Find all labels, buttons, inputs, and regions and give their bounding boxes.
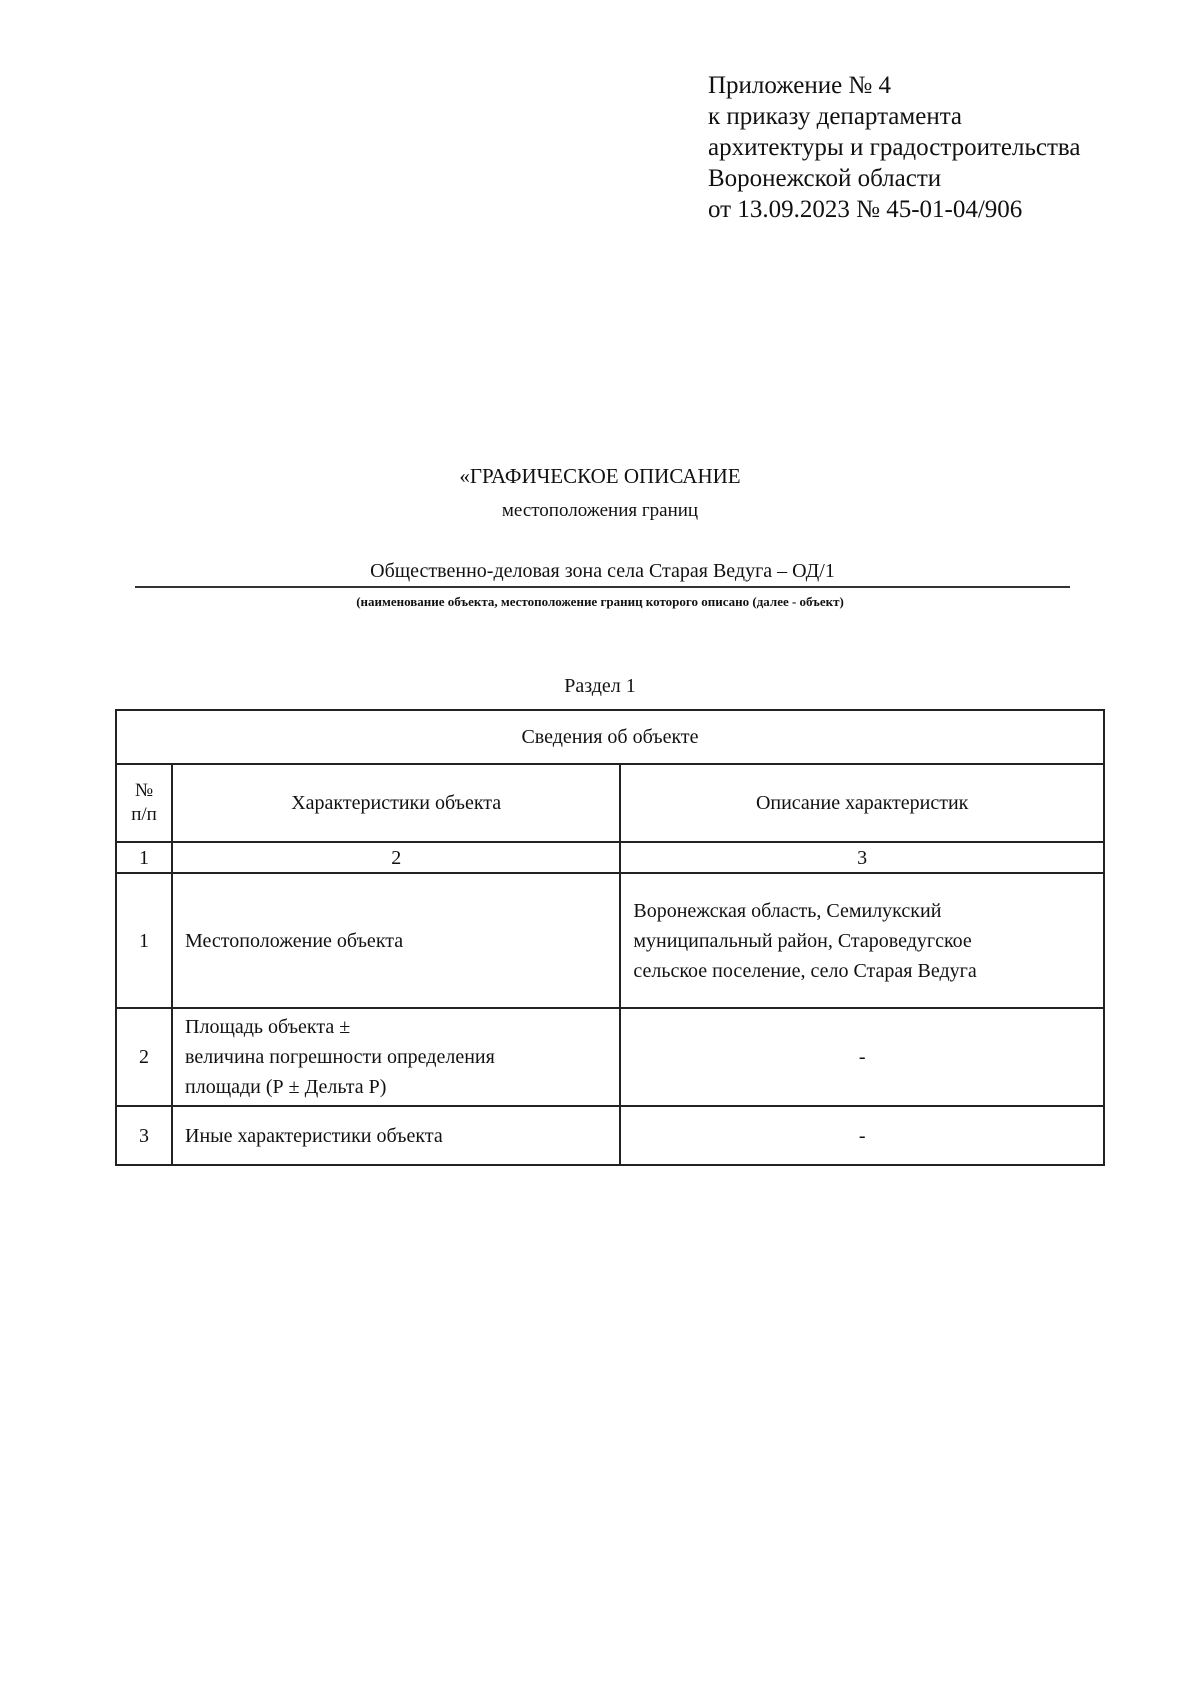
column-number: 3: [620, 842, 1104, 873]
section-title: Раздел 1: [564, 675, 636, 697]
row-num: 3: [116, 1106, 172, 1165]
column-number: 1: [116, 842, 172, 873]
table-header-row: [116, 764, 1104, 842]
header-description: Описание характеристик: [620, 764, 1104, 842]
appendix-block: [708, 70, 1080, 225]
table-caption-row: [116, 710, 1104, 764]
row-description: -: [620, 1106, 1104, 1165]
object-name: Общественно-деловая зона села Старая Ведуга – ОД/1: [135, 558, 1070, 588]
row-characteristic: [172, 1008, 620, 1106]
header-num-line2: п/п: [131, 804, 157, 825]
object-info-table: [115, 709, 1105, 1166]
row-description-line: муниципальный район, Староведугское: [633, 929, 972, 952]
appendix-line: к приказу департамента: [708, 103, 963, 130]
object-name-note: (наименование объекта, местоположение границ которого описано (далее - объект): [356, 594, 844, 609]
column-number: 2: [172, 842, 620, 873]
table-caption: Сведения об объекте: [116, 710, 1104, 764]
row-characteristic-line: величина погрешности определения: [185, 1046, 495, 1068]
header-characteristic: Характеристики объекта: [172, 764, 620, 842]
row-description-line: Воронежская область, Семилукский: [633, 899, 942, 922]
row-description-line: сельское поселение, село Старая Ведуга: [633, 959, 977, 982]
document-subtitle: местоположения границ: [501, 500, 699, 521]
row-num: 1: [116, 873, 172, 1008]
header-num-line1: №: [134, 780, 154, 801]
row-description: [620, 873, 1104, 1008]
column-number-row: [116, 842, 1104, 873]
row-characteristic: Местоположение объекта: [172, 873, 620, 1008]
appendix-line: от 13.09.2023 № 45-01-04/906: [708, 196, 1023, 223]
table-row: [116, 1106, 1104, 1165]
table-row: [116, 1008, 1104, 1106]
row-characteristic-line: Площадь объекта ±: [185, 1016, 351, 1038]
row-characteristic-line: площади (Р ± Дельта Р): [185, 1076, 387, 1098]
header-num: [116, 764, 172, 842]
appendix-line: Воронежской области: [708, 165, 942, 192]
appendix-line: архитектуры и градостроительства: [708, 134, 1081, 161]
row-description: -: [620, 1008, 1104, 1106]
row-characteristic: Иные характеристики объекта: [172, 1106, 620, 1165]
document-title: «ГРАФИЧЕСКОЕ ОПИСАНИЕ: [459, 464, 741, 488]
row-num: 2: [116, 1008, 172, 1106]
table-row: [116, 873, 1104, 1008]
appendix-line: Приложение № 4: [708, 72, 892, 99]
